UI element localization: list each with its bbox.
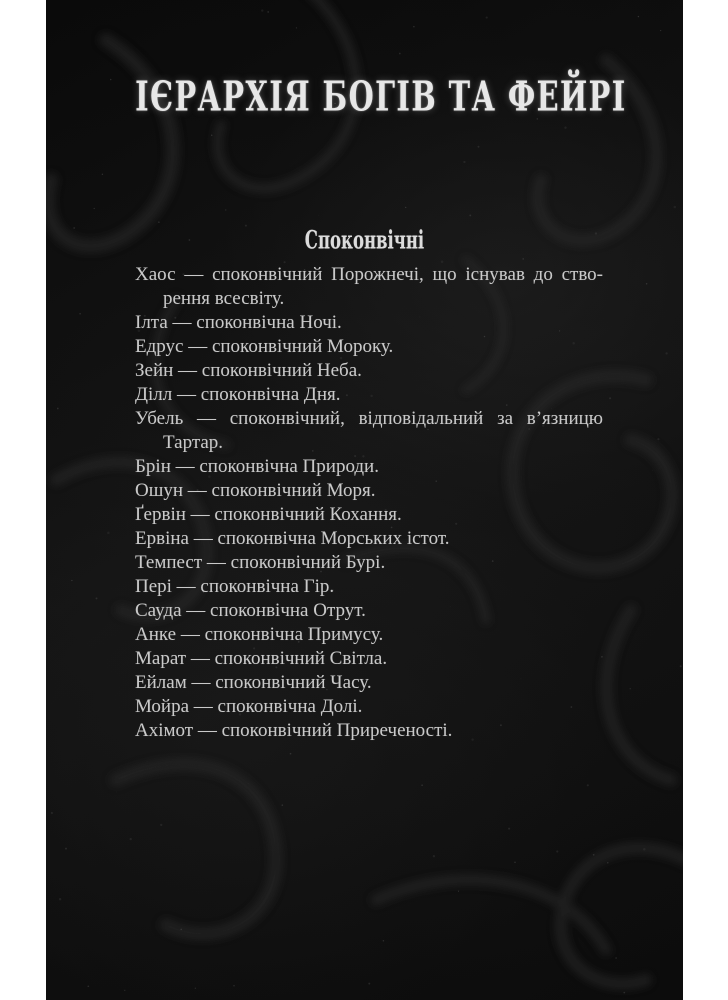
section-heading: Споконвічні [304, 224, 425, 255]
god-list [135, 263, 603, 743]
list-entry [135, 623, 603, 647]
entry-line: Едрус — споконвічний Мороку. [135, 336, 394, 357]
list-entry [135, 503, 603, 527]
entry-line: Ґервін — споконвічний Кохання. [135, 504, 402, 525]
entry-line: Брін — споконвічна Природи. [135, 456, 379, 477]
entry-line: Анке — споконвічна Примусу. [135, 624, 384, 645]
page-scan [46, 0, 683, 1000]
list-entry [135, 311, 603, 335]
list-entry [135, 263, 603, 311]
entry-line: Пері — споконвічна Гір. [135, 576, 335, 597]
list-entry [135, 407, 603, 455]
list-entry [135, 719, 603, 743]
entry-line: Хаос — споконвічний Порожнечі, що існував до ство- [135, 264, 603, 285]
entry-line: Ошун — споконвічний Моря. [135, 480, 376, 501]
entry-line: Тартар. [163, 432, 224, 453]
list-entry [135, 383, 603, 407]
page-title: ІЄРАРХІЯ БОГІВ ТА ФЕЙРІ [135, 71, 627, 121]
entry-line: Мойра — споконвічна Долі. [135, 696, 363, 717]
list-entry [135, 671, 603, 695]
entry-line: Ейлам — споконвічний Часу. [135, 672, 372, 693]
entry-line: Ділл — споконвічна Дня. [135, 384, 341, 405]
entry-line: Марат — споконвічний Світла. [135, 648, 388, 669]
list-entry [135, 359, 603, 383]
scan-margin-right [683, 0, 728, 1000]
list-entry [135, 575, 603, 599]
list-entry [135, 551, 603, 575]
entry-line: Сауда — споконвічна Отрут. [135, 600, 366, 621]
entry-line: Ервіна — споконвічна Морських істот. [135, 528, 450, 549]
list-entry [135, 335, 603, 359]
scan-margin-left [0, 0, 46, 1000]
list-entry [135, 455, 603, 479]
entry-line: Ілта — споконвічна Ночі. [135, 312, 342, 333]
entry-line: Ахімот — споконвічний Приреченості. [135, 720, 453, 741]
entry-line: Убель — споконвічний, відповідальний за в’язницю [135, 408, 603, 429]
list-entry [135, 695, 603, 719]
list-entry [135, 599, 603, 623]
list-entry [135, 647, 603, 671]
list-entry [135, 527, 603, 551]
list-entry [135, 479, 603, 503]
entry-line: рення всесвіту. [163, 288, 285, 309]
entry-line: Темпест — споконвічний Бурі. [135, 552, 386, 573]
entry-line: Зейн — споконвічний Неба. [135, 360, 362, 381]
